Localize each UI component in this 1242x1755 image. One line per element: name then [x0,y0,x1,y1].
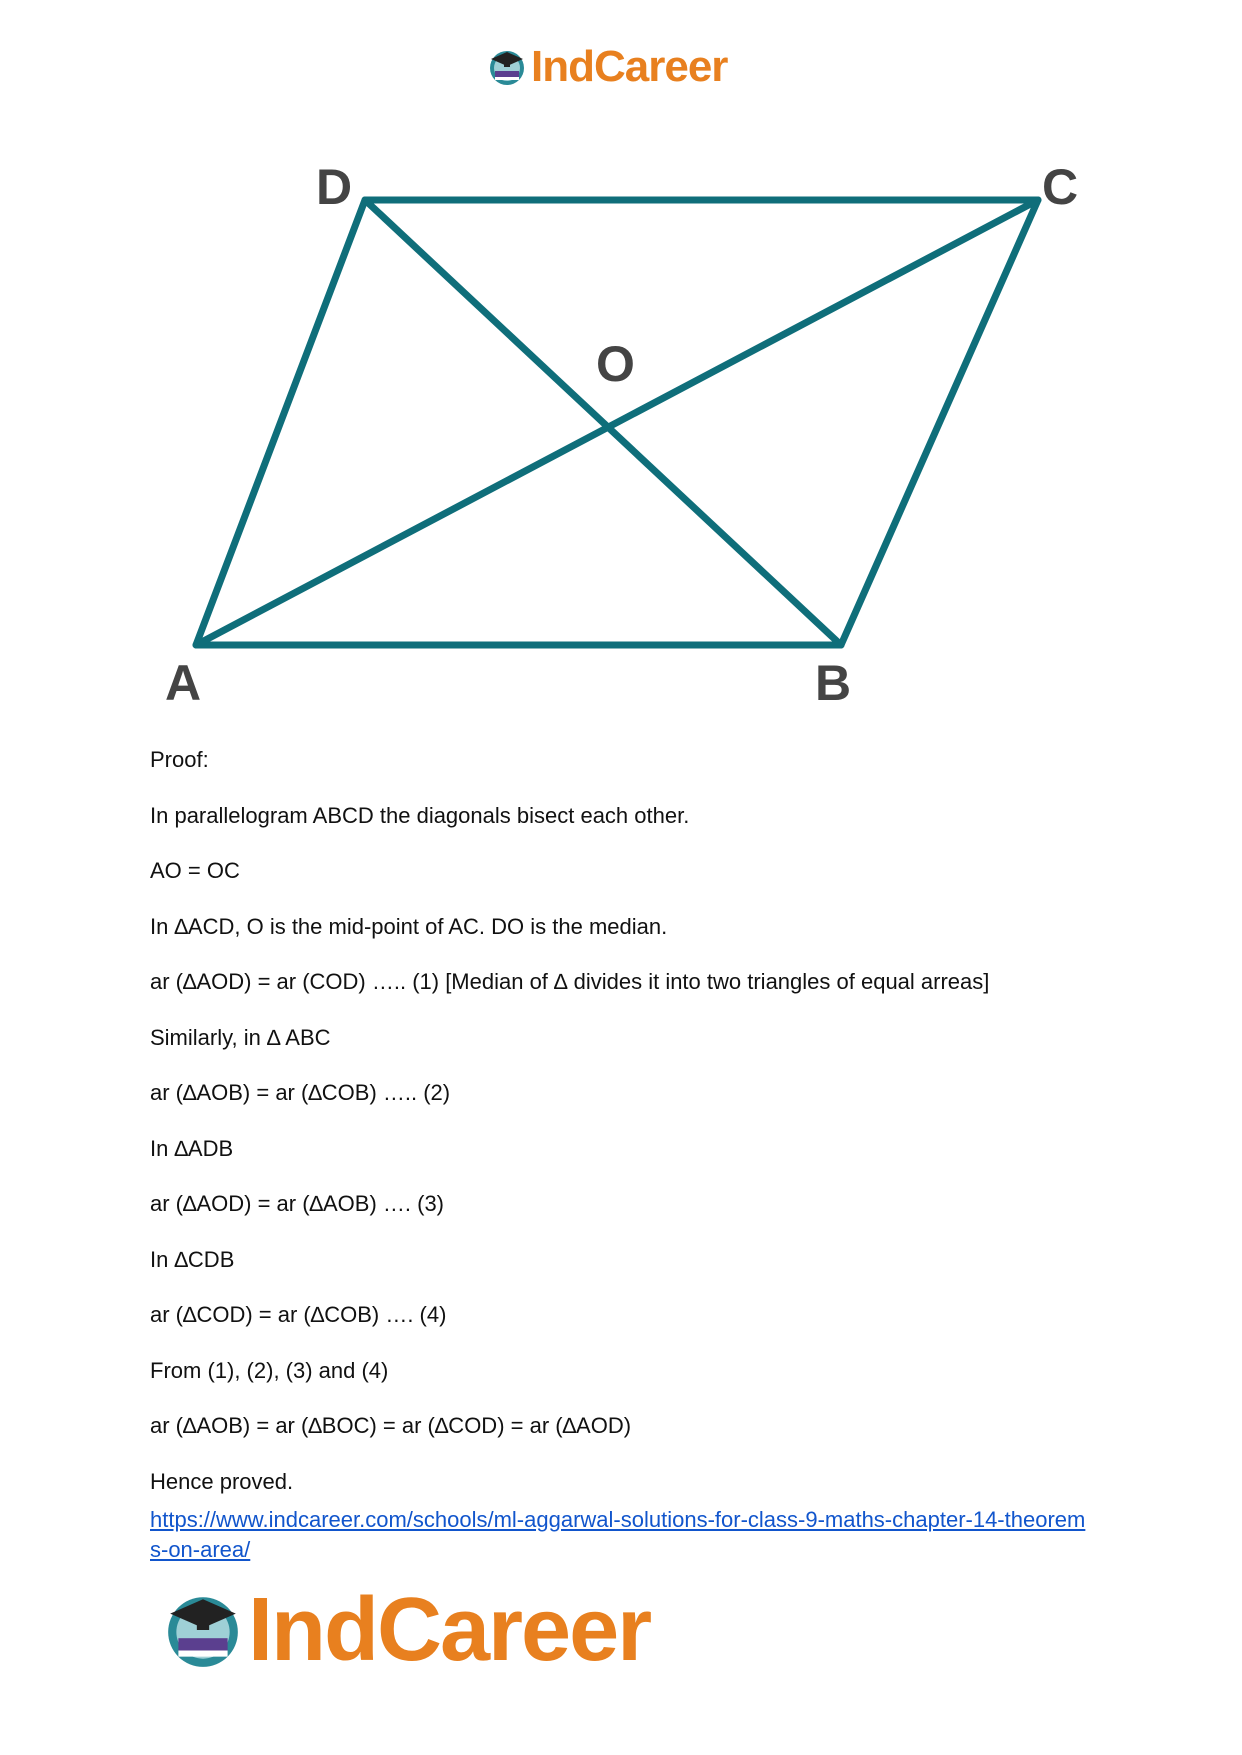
graduation-cap-book-icon [487,47,527,87]
footer-logo [162,1580,722,1680]
proof-line: In parallelogram ABCD the diagonals bisect each other. [150,802,690,828]
header-logo [487,42,767,92]
diagonal-bd [365,200,841,645]
vertex-label-d: D [316,159,353,215]
proof-line: From (1), (2), (3) and (4) [150,1357,389,1383]
proof-line: In ∆CDB [150,1246,235,1272]
vertex-label-o: O [596,336,635,392]
diagonal-ac [196,200,1038,645]
proof-line: ar (∆AOB) = ar (∆BOC) = ar (∆COD) = ar (∆AOD) [150,1413,632,1438]
source-url-link[interactable]: https://www.indcareer.com/schools/ml-aggarwal-solutions-for-class-9-maths-chapter-14-theorems-on-area/ [150,1507,1086,1562]
logo-wordmark: IndCareer [531,42,728,91]
parallelogram-diagram [140,150,1100,720]
proof-conclusion: Hence proved. [150,1468,294,1494]
proof-line: ar (∆COD) = ar (∆COB) …. (4) [150,1302,447,1327]
parallelogram-figure [140,150,1100,720]
logo-wordmark: IndCareer [248,1580,651,1680]
proof-line: AO = OC [150,858,240,883]
vertex-label-a: A [165,655,202,711]
proof-line: Similarly, in ∆ ABC [150,1024,331,1050]
vertex-label-b: B [815,655,852,711]
proof-heading: Proof: [150,747,209,772]
proof-line: ar (∆AOD) = ar (∆AOB) …. (3) [150,1191,445,1216]
proof-line: ar (∆AOD) = ar (COD) ….. (1) [Median of ∆ divides it into two triangles of equal arreas] [150,969,990,994]
vertex-label-c: C [1042,159,1079,215]
proof-line: In ∆ADB [150,1135,234,1161]
proof-line: ar (∆AOB) = ar (∆COB) ….. (2) [150,1080,451,1105]
graduation-cap-book-icon [162,1589,244,1671]
proof-line: In ∆ACD, O is the mid-point of AC. DO is the median. [150,913,668,939]
proof-text [150,745,1110,1522]
